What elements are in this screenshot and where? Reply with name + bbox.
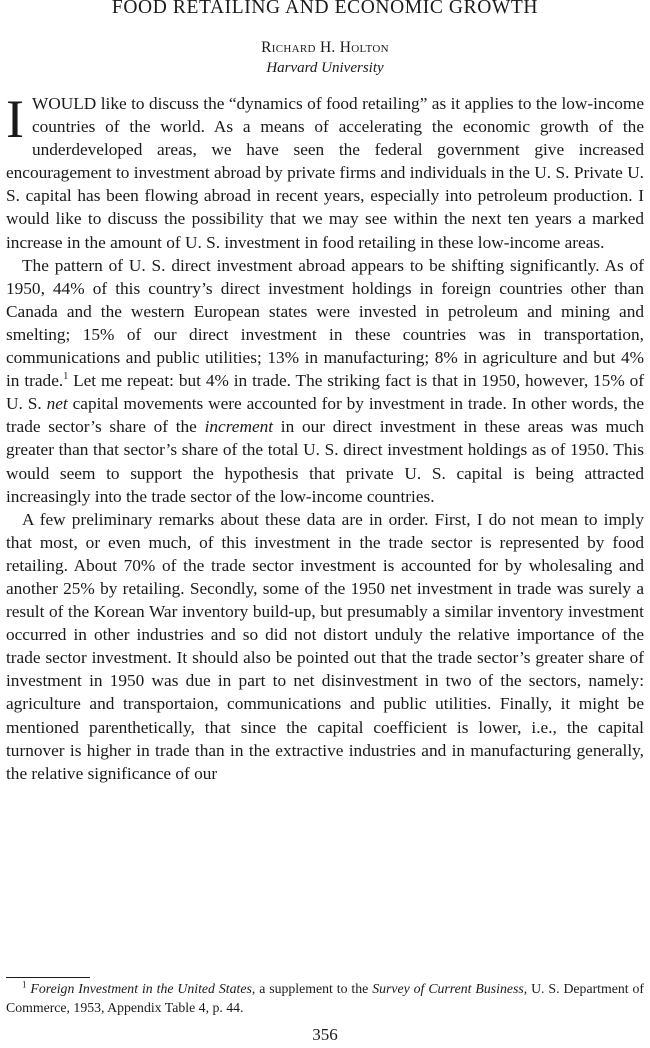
- footnote-rest: , U. S. Department of Commerce, 1953, Appendix Table 4, p. 44.: [6, 981, 645, 1015]
- paragraph-1: [6, 89, 644, 254]
- emphasis-net: net: [46, 394, 68, 414]
- footnote-divider: [6, 977, 90, 978]
- paragraph-2-part-d: in our direct investment in these areas was much greater than that sector’s share of the total U. S. direct investment holdings as of 1950. This would seem to support the hypothesis that private U. S. capital is being attracted increasingly into the trade sector of the low-income countries.: [6, 417, 644, 506]
- article-title: FOOD RETAILING AND ECONOMIC GROWTH: [111, 0, 539, 18]
- paragraph-3: [6, 508, 644, 785]
- paragraph-2-part-b: Let me repeat: but 4% in trade. The striking fact is that in 1950, however, 15% of U. S.: [6, 371, 644, 414]
- drop-cap: I: [6, 89, 24, 149]
- paragraph-2: [6, 254, 644, 508]
- author-affiliation: Harvard University: [266, 60, 384, 76]
- paragraph-2-part-c: capital movements were accounted for by investment in trade. In other words, the trade sector’s share of the: [6, 394, 645, 437]
- author-name: Richard H. Holton: [261, 39, 389, 56]
- footnote-middle: , a supplement to the: [251, 981, 373, 996]
- footnote-journal: Survey of Current Business: [372, 981, 524, 996]
- paragraph-1-text: WOULD like to discuss the “dynamics of food retailing” as it applies to the low-income countries of the world. As a means of accelerating the economic growth of the underdeveloped areas, we have seen the federal government give increased encouragement to investment abroad by private firms and individuals in the U. S. Private U. S. capital has been flowing abroad in recent years, especially into petroleum production. I would like to discuss the possibility that we may see within the next ten years a marked increase in the amount of U. S. investment in food retailing in these low-income areas.: [6, 94, 644, 252]
- page-number: 356: [312, 1025, 338, 1044]
- footnote: [6, 980, 644, 1017]
- footnote-reference[interactable]: 1: [63, 371, 69, 383]
- footnote-source-title: Foreign Investment in the United States: [30, 981, 252, 996]
- paragraph-3-text: A few preliminary remarks about these data are in order. First, I do not mean to imply that most, or even much, of this investment in the trade sector is represented by food retailing. About 70% of the trade sector investment is accounted for by wholesaling and another 25% by retailing. Secondly, some of the 1950 net investment in trade was surely a result of the Korean War inventory build-up, but presumably a similar inventory investment occurred in other industries and so did not distort unduly the relative importance of the trade sector investment. It should also be pointed out that the trade sector’s greater share of investment in 1950 was due in part to net disinvestment in two of the sectors, namely: agriculture and transportaion, communications and public utilities. Finally, it might be mentioned parenthetically, that since the capital coefficient is lower, i.e., the capital turnover is higher in trade than in the extractive industries and in manufacturing generally, the relative significance of our: [6, 509, 644, 783]
- article-body: [6, 89, 645, 785]
- footnote-marker: 1: [22, 979, 27, 990]
- paragraph-2-part-a: The pattern of U. S. direct investment abroad appears to be shifting significantly. As of 1950, 44% of this country’s direct investment holdings in foreign countries other than Canada and the western European states were invested in petroleum and mining and smelting; 15% of our direct investment in these countries was in transportation, communications and public utilities; 13% in manufacturing; 8% in agriculture and but 4% in trade.: [6, 255, 644, 391]
- emphasis-increment: increment: [204, 417, 274, 437]
